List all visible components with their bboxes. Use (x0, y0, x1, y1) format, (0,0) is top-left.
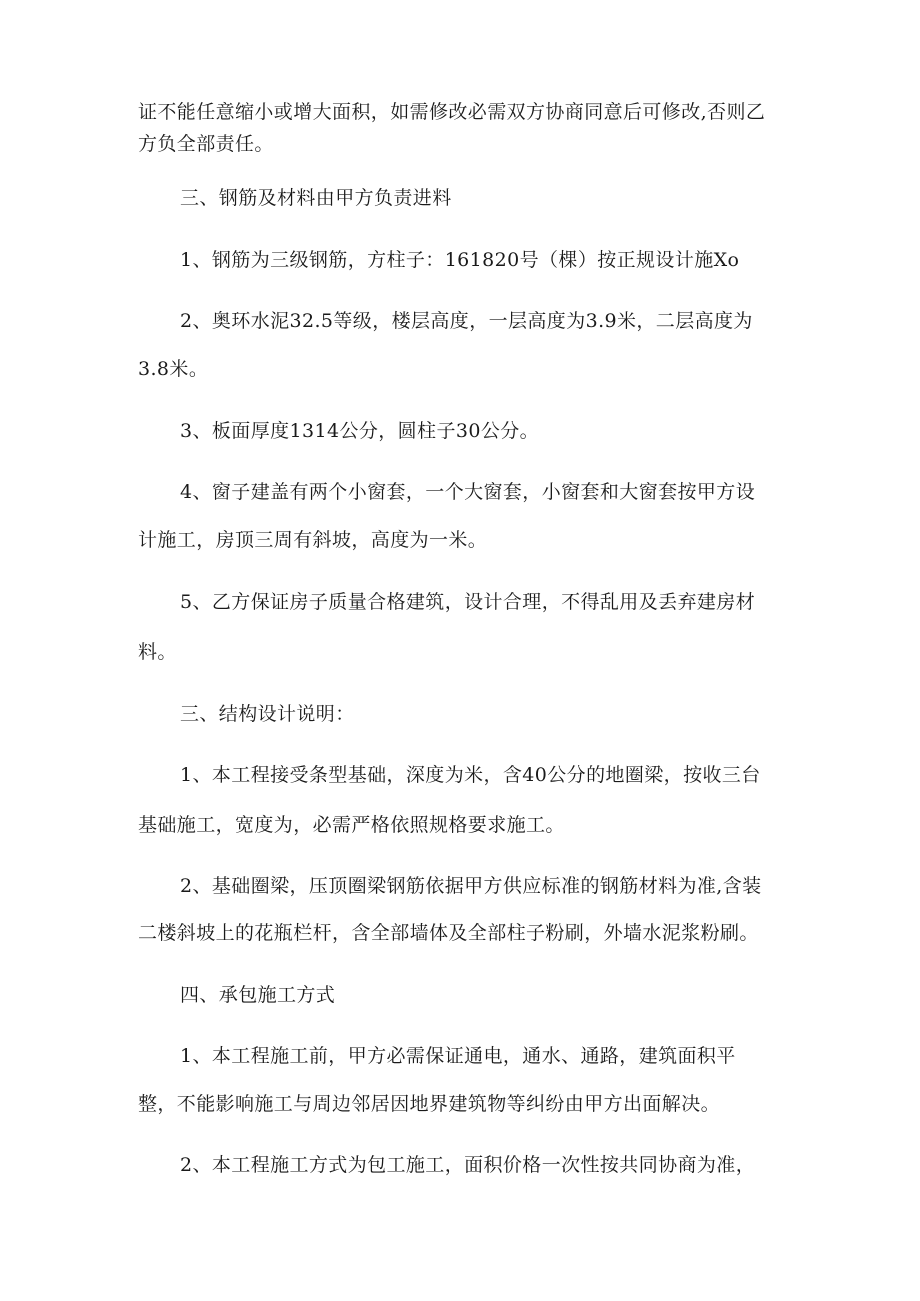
paragraph-line: 3、板面厚度1314公分，圆柱子30公分。 (180, 420, 540, 442)
paragraph-line: 2、基础圈梁，压顶圈梁钢筋依据甲方供应标准的钢筋材料为准,含装 (180, 875, 762, 897)
section-heading: 四、承包施工方式 (180, 984, 336, 1006)
paragraph-line: 二楼斜坡上的花瓶栏杆，含全部墙体及全部柱子粉刷，外墙水泥浆粉刷。 (138, 922, 759, 944)
paragraph-line: 2、奥环水泥32.5等级，楼层高度，一层高度为3.9米，二层高度为 (180, 310, 753, 332)
section-heading: 三、结构设计说明： (180, 703, 355, 725)
paragraph-line: 基础施工，宽度为，必需严格依照规格要求施工。 (138, 814, 565, 836)
paragraph-line: 5、乙方保证房子质量合格建筑，设计合理，不得乱用及丢弃建房材 (180, 591, 756, 613)
paragraph-line: 1、钢筋为三级钢筋，方柱子：161820号（棵）按正规设计施Xo (180, 249, 740, 271)
paragraph-line: 4、窗子建盖有两个小窗套，一个大窗套，小窗套和大窗套按甲方设 (180, 481, 756, 503)
paragraph-line: 料。 (138, 641, 177, 663)
paragraph-line: 计施工，房顶三周有斜坡，高度为一米。 (138, 529, 488, 551)
paragraph-line: 1、本工程接受条型基础，深度为米，含40公分的地圈梁，按收三台 (180, 764, 761, 786)
paragraph-line: 2、本工程施工方式为包工施工，面积价格一次性按共同协商为准， (180, 1154, 756, 1176)
paragraph-line: 3.8米。 (138, 358, 209, 380)
section-heading: 三、钢筋及材料由甲方负责进料 (180, 187, 452, 209)
paragraph-line: 整，不能影响施工与周边邻居因地界建筑物等纠纷由甲方出面解决。 (138, 1093, 721, 1115)
paragraph-line: 证不能任意缩小或增大面积，如需修改必需双方协商同意后可修改,否则乙 (138, 101, 766, 123)
paragraph-line: 1、本工程施工前，甲方必需保证通电，通水、通路，建筑面积平 (180, 1045, 736, 1067)
paragraph-line: 方负全部责任。 (138, 133, 274, 155)
